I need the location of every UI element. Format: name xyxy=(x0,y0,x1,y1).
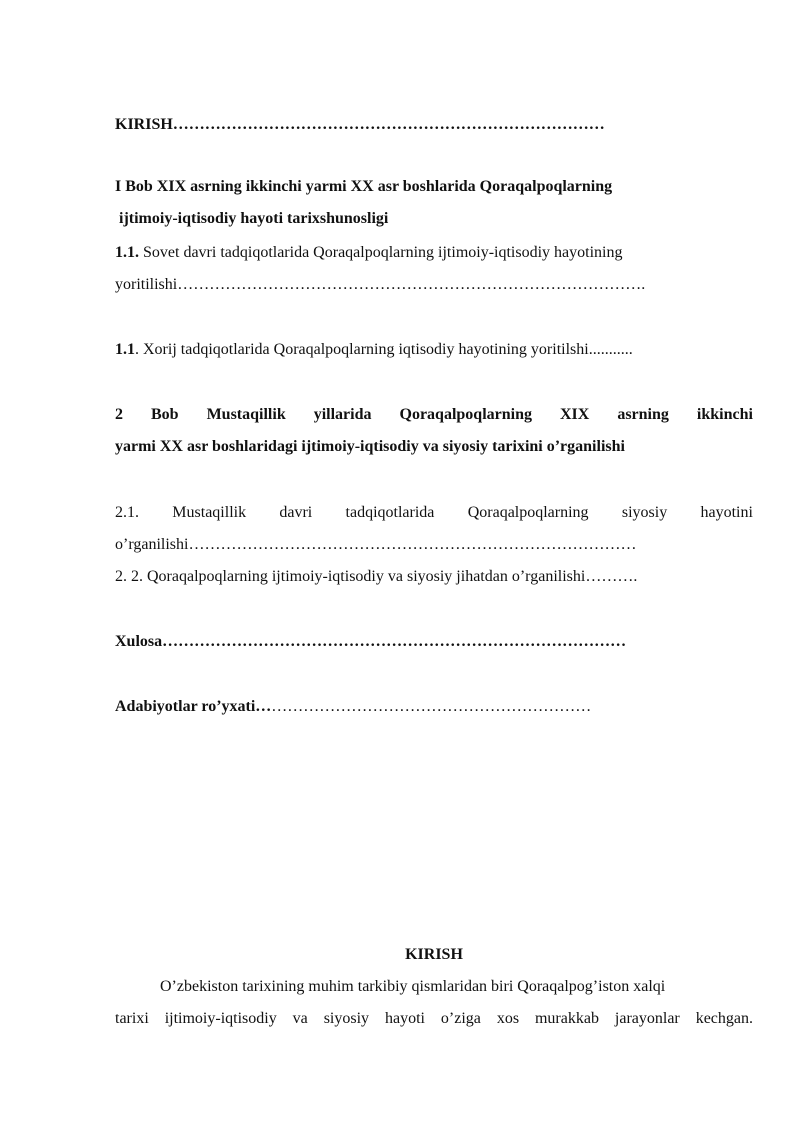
toc-bob2-title-line2[interactable]: yarmi XX asr boshlaridagi ijtimoiy-iqtisodiy va siyosiy tarixini o’rganilishi xyxy=(115,438,625,455)
toc-word: hayotini xyxy=(700,504,753,521)
toc-bob2-title-line1[interactable] xyxy=(115,405,753,425)
toc-word: XIX xyxy=(559,406,590,423)
toc-adabiyotlar-label: Adabiyotlar ro’yxati… xyxy=(115,698,272,715)
toc-word: siyosiy xyxy=(621,504,668,521)
intro-paragraph-line1: O’zbekiston tarixining muhim tarkibiy qismlaridan biri Qoraqalpog’iston xalqi xyxy=(160,978,666,995)
intro-paragraph-line2: tarixi ijtimoiy-iqtisodiy va siyosiy hayoti o’ziga xos murakkab jarayonlar kechgan. xyxy=(115,1010,753,1027)
toc-bob1-title-line2[interactable]: ijtimoiy-iqtisodiy hayoti tarixshunosligi xyxy=(115,210,389,227)
toc-section-1-1-line1[interactable] xyxy=(115,243,622,263)
toc-adabiyotlar-dots: …………………………………………………… xyxy=(271,698,592,715)
toc-adabiyotlar[interactable] xyxy=(115,697,591,717)
toc-word: 2.1. xyxy=(115,504,139,521)
toc-section-1-2-number: 1.1 xyxy=(115,341,135,358)
toc-word: asrning xyxy=(617,406,669,423)
toc-word: davri xyxy=(279,504,313,521)
toc-section-1-2-text: . Xorij tadqiqotlarida Qoraqalpoqlarning iqtisodiy hayotining yoritilshi........... xyxy=(135,341,633,358)
toc-kirish[interactable]: KIRISH……………………………………………………………………… xyxy=(115,116,605,133)
toc-section-2-1-line2[interactable]: o’rganilishi………………………………………………………………………… xyxy=(115,536,637,553)
toc-word: Bob xyxy=(151,406,179,423)
toc-word: Mustaqillik xyxy=(172,504,247,521)
section-heading-kirish: KIRISH xyxy=(405,946,463,963)
toc-word: 2 xyxy=(115,406,123,423)
toc-bob1-title-line1[interactable]: I Bob XIX asrning ikkinchi yarmi XX asr boshlarida Qoraqalpoqlarning xyxy=(115,178,613,195)
toc-word: yillarida xyxy=(313,406,372,423)
toc-section-1-2[interactable] xyxy=(115,340,633,360)
toc-section-2-2[interactable]: 2. 2. Qoraqalpoqlarning ijtimoiy-iqtisodiy va siyosiy jihatdan o’rganilishi………. xyxy=(115,568,638,585)
toc-word: Mustaqillik xyxy=(206,406,286,423)
toc-word: Qoraqalpoqlarning xyxy=(467,504,589,521)
toc-word: tadqiqotlarida xyxy=(345,504,435,521)
toc-section-1-1-text: Sovet davri tadqiqotlarida Qoraqalpoqlarning ijtimoiy-iqtisodiy hayotining xyxy=(139,244,623,261)
toc-section-1-1-line2[interactable]: yoritilishi……………………………………………………………………………. xyxy=(115,276,646,293)
toc-xulosa[interactable]: Xulosa…………………………………………………………………………… xyxy=(115,633,627,650)
toc-section-1-1-number: 1.1. xyxy=(115,244,139,261)
toc-word: ikkinchi xyxy=(696,406,753,423)
toc-section-2-1-line1[interactable] xyxy=(115,503,753,523)
toc-word: Qoraqalpoqlarning xyxy=(399,406,532,423)
